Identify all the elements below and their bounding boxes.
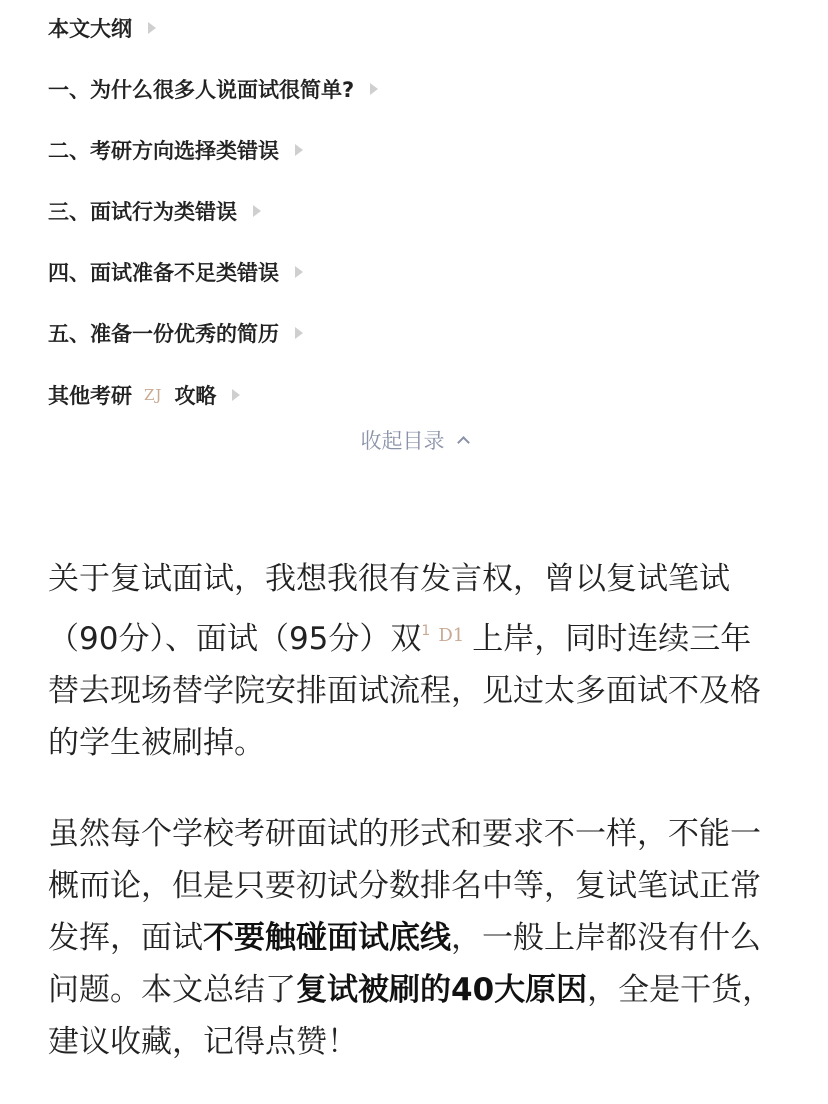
- paragraph-text: 虽然每个学校考研面试的形式和要求不一样，不能一概而论，但是只要初试分数排名中等，复试笔试正常发挥，面试: [48, 816, 761, 956]
- toc-item-label: 攻略: [174, 384, 217, 408]
- paragraph-text: ，一般上岸都没有什么问题。本文总结了: [48, 920, 761, 1008]
- toc-item-5[interactable]: [48, 313, 303, 353]
- toc-item-outline[interactable]: [48, 8, 156, 48]
- toc-item-4[interactable]: [48, 252, 303, 292]
- paragraph-text: 关于复试面试，我想我很有发言权，曾以复试笔试（90分）、面试（95分）双: [48, 561, 730, 657]
- caret-right-icon: [253, 205, 261, 217]
- collapse-toc-button[interactable]: [0, 420, 828, 460]
- caret-right-icon: [295, 266, 303, 278]
- watermark: D1: [438, 625, 465, 646]
- toc-item-label: 一、为什么很多人说面试很简单?: [48, 78, 355, 102]
- caret-right-icon: [295, 144, 303, 156]
- watermark: ZJ: [144, 386, 163, 404]
- caret-right-icon: [370, 83, 378, 95]
- emphasis-text: 不要触碰面试底线: [203, 920, 451, 956]
- article-paragraph-2: [48, 808, 782, 1068]
- article-paragraph-1: [48, 553, 782, 769]
- caret-right-icon: [232, 389, 240, 401]
- toc-item-other[interactable]: [48, 375, 240, 415]
- paragraph-text: ，全是干货，建议收藏，记得点赞！: [48, 972, 774, 1060]
- toc-item-label: 其他考研: [48, 384, 132, 408]
- paragraph-text: 上岸，同时连续三年替去现场替学院安排面试流程，见过太多面试不及格的学生被刷掉。: [48, 621, 761, 761]
- toc-item-1[interactable]: [48, 69, 378, 109]
- toc-item-label: 本文大纲: [48, 17, 132, 41]
- toc-item-label: 五、准备一份优秀的简历: [48, 322, 279, 346]
- toc-item-label: 四、面试准备不足类错误: [48, 261, 279, 285]
- emphasis-text: 复试被刷的40大原因: [296, 972, 588, 1008]
- chevron-up-icon: [457, 436, 470, 449]
- toc-item-label: 三、面试行为类错误: [48, 200, 237, 224]
- caret-right-icon: [295, 327, 303, 339]
- caret-right-icon: [148, 22, 156, 34]
- toc-item-3[interactable]: [48, 191, 261, 231]
- toc-item-label: 二、考研方向选择类错误: [48, 139, 279, 163]
- superscript-mark: 1: [421, 623, 431, 639]
- toc-item-2[interactable]: [48, 130, 303, 170]
- collapse-label: 收起目录: [360, 429, 445, 453]
